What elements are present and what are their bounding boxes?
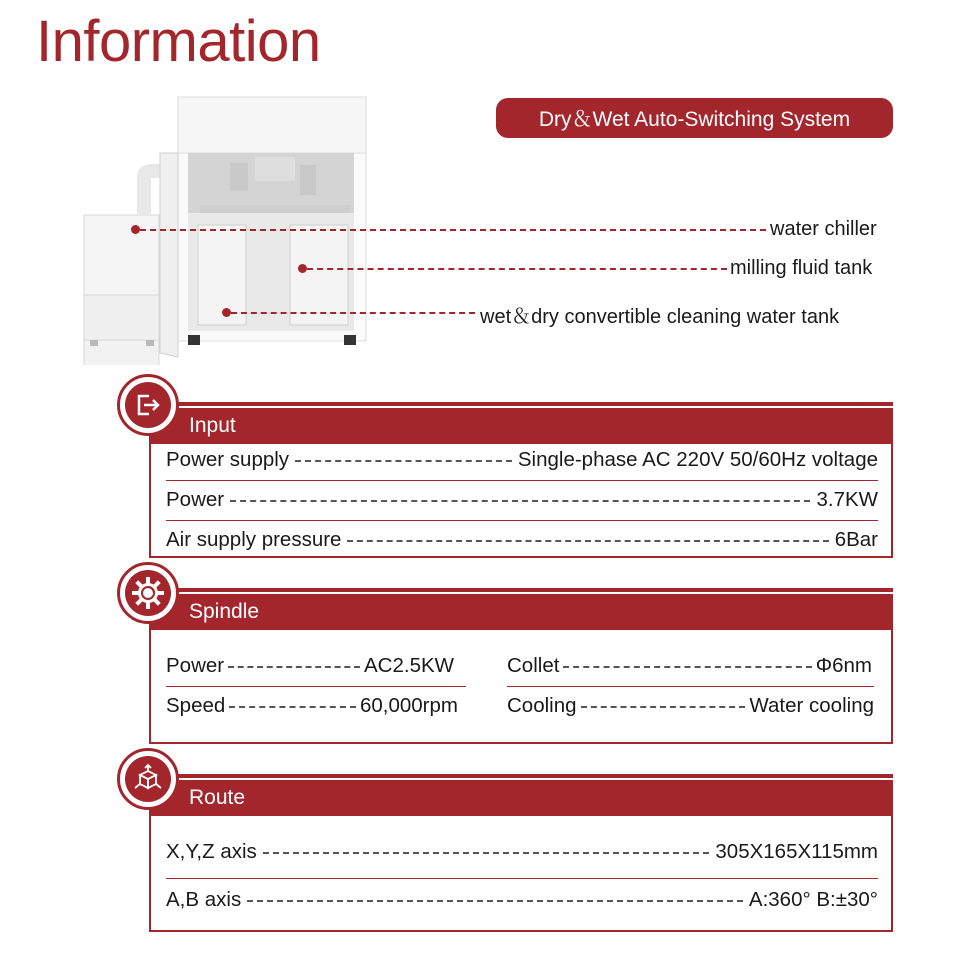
dashed-leader (581, 706, 746, 708)
dashed-leader (229, 706, 356, 708)
spec-label: Cooling (507, 694, 577, 717)
spindle-row-cooling (507, 686, 874, 726)
callout-line-water-chiller (140, 229, 766, 231)
dashed-leader (228, 666, 360, 668)
dashed-leader (230, 500, 810, 502)
spec-value: 60,000rpm (359, 694, 458, 717)
spec-value: 6Bar (834, 528, 878, 551)
spec-label: A,B axis (166, 888, 242, 911)
input-section-header (149, 408, 893, 444)
row-divider (166, 878, 878, 879)
dashed-leader (247, 900, 743, 902)
spec-label: Speed (166, 694, 226, 717)
callout-dot-milling-fluid-tank (298, 264, 307, 273)
spec-value: 305X165X115mm (715, 840, 878, 863)
input-section-title: Input (189, 414, 236, 437)
dashed-leader (347, 540, 828, 542)
spec-label: Power (166, 654, 225, 677)
callout-line-cleaning-water-tank (231, 312, 475, 314)
spindle-section-icon-badge (117, 562, 179, 624)
spec-value: Water cooling (749, 694, 874, 717)
callout-line-milling-fluid-tank (307, 268, 727, 270)
spindle-row-power (166, 646, 454, 686)
3d-axis-icon (132, 763, 164, 795)
route-row-xyz (166, 832, 878, 872)
spec-label: Power supply (166, 448, 290, 471)
callout-cleaning-water-tank: wet＆dry convertible cleaning water tank (480, 306, 840, 328)
route-section-header (149, 780, 893, 816)
spec-label: Power (166, 488, 225, 511)
export-arrow-icon (133, 390, 163, 420)
spindle-row-collet (507, 646, 872, 686)
spec-value: Φ6nm (815, 654, 872, 677)
callout-milling-fluid-tank: milling fluid tank (730, 257, 873, 279)
route-row-ab (166, 880, 878, 920)
callout-water-chiller: water chiller (770, 218, 877, 240)
dashed-leader (263, 852, 710, 854)
input-row-power-supply (166, 440, 878, 480)
input-row-power (166, 480, 878, 520)
spec-label: Air supply pressure (166, 528, 342, 551)
spec-label: Collet (507, 654, 560, 677)
callout-dot-cleaning-water-tank (222, 308, 231, 317)
gear-icon (131, 576, 165, 610)
input-section-icon-badge (117, 374, 179, 436)
system-badge: Dry＆Wet Auto-Switching System (496, 98, 893, 138)
spec-value: Single-phase AC 220V 50/60Hz voltage (517, 448, 878, 471)
spindle-section-header (149, 594, 893, 630)
dashed-leader (295, 460, 512, 462)
spec-value: AC2.5KW (364, 654, 454, 677)
input-row-air-pressure (166, 520, 878, 560)
spec-value: A:360° B:±30° (748, 888, 878, 911)
spindle-section-title: Spindle (189, 600, 260, 623)
route-section-title: Route (189, 786, 246, 809)
dashed-leader (563, 666, 811, 668)
spec-label: X,Y,Z axis (166, 840, 257, 863)
spec-value: 3.7KW (816, 488, 878, 511)
route-section-icon-badge (117, 748, 179, 810)
spindle-row-speed (166, 686, 458, 726)
callout-dot-water-chiller (131, 225, 140, 234)
page-title: Information (36, 9, 321, 74)
